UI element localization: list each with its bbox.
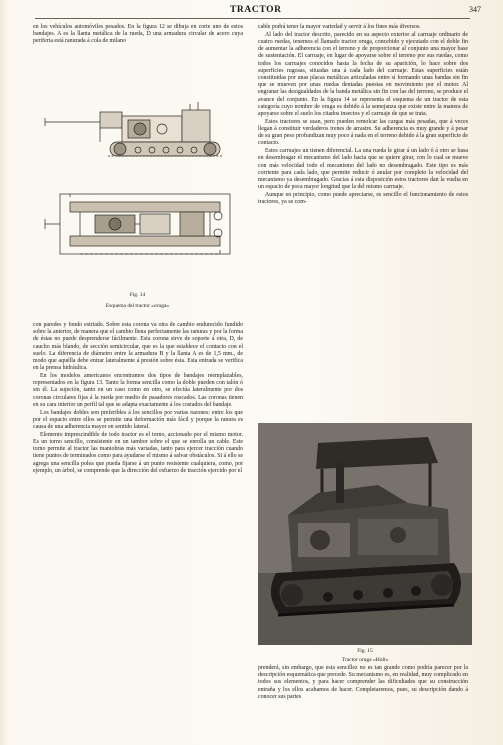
paragraph: cable podrá tener la mayor variedad y servir á los fines más diversos. [258, 24, 421, 30]
paragraph: en los vehículos automóviles pesados. En la figura 12 se dibuja en corte uno de estos bandajes. A es la llanta metálica de la rueda, D una armadura circular de acero cuya periferia está ranurada á cola de milano [33, 24, 243, 45]
right-column-top [258, 24, 468, 207]
paragraph: Estos carruajes un tienen diferencial. La una rueda le girar á un lado ó á otro se basa en desembragar el mecanismo del lado hacia que se quiere girar, con lo cual se mueve con más velocidad todo el mecanismo del lado no desembragado. Este tipo es más corriente para cada lado, que permite reducir ó anular por completo la velocidad del mecanismo ya desembragado. Gracias á esta disposición estos tractores dan la vuelta en un espacio de poca mayor longitud que la del mismo carruaje. [258, 148, 468, 191]
figure-14-caption: Esquema del tractor «oruga» [105, 303, 170, 309]
paragraph: Al lado del tractor descrito, parecido en su aspecto exterior al carruaje ordinario de cuatro ruedas, tenemos el llamado tractor oruga, concebido y ejecutado con el doble fin de aumentar la adherencia con el terreno y de proporcionar al conjunto una mayor base de sustentación. El carruaje, en lugar de apoyarse sobre el terreno por sus ruedas, como todos los carruajes conocidos hasta la fecha de su aparición, lo hace sobre dos superficies rugosas, situadas una á cada lado del carruaje. Estas superficies están constituidas por unas placas metálicas articuladas entre sí formando unas bandas sin fin que se mueven por unas ruedas dentadas puestas en movimiento por el motor. Al engranar las desigualdades de la banda metálica sin fin con las del terreno, se produce el avance del conjunto. En la figura 14 se representa el esquema de un tractor de esta categoría cuyo nombre de oruga es debido á la semejanza que existe entre la manera de apoyarse sobre el suelo los citados insectos y el carruaje de que se trata. [258, 31, 468, 118]
right-column-bottom [258, 665, 468, 702]
paragraph: prenderá, sin embargo, que esta sencillez no es tan grande como podría parecer por la descripción esquemática que precede. Su mecanismo es, en realidad, muy complicado en todos sus elementos, y para hacer comprender las dificultades que su construcción entraña y los ellos acabamos de hacer. Completaremos, pues, su descripción dando á conocer sus partes [258, 665, 468, 700]
figure-15 [258, 423, 472, 648]
page-number: 347 [469, 5, 481, 14]
figure-14 [40, 102, 240, 312]
paragraph: con paredes y fondo estriado. Sobre esta corona va otra de cambio endurecido fundido sobre la anterior, de manera que el cambio llena perfectamente las ranuras y por la forma de éstas no puede desprenderse fácilmente. Esta corona sirve de soporte á otra, D, de caucho más blando, de sección semicircular, que es la que establece el contacto con el suelo. La diferencia de diámetro entre la armadura B y la llanta A es de 1,5 mm., de modo que aquélla debe entrar lateralmente á presión sobre ésta. Esta entrada se verifica en la prensa hidráulica. [33, 322, 243, 372]
tractor-photograph [258, 423, 472, 645]
tractor-schematic-drawing [40, 102, 240, 292]
figure-15-caption: Tractor oruga «Holt» [341, 657, 389, 663]
paragraph: Elemento imprescindible de todo tractor es el torno, accionado por el mismo motor. Es un torno sencillo, consistente en un tambor sobre el que se enrolla un cable. Este torno permite al tractor las maniobras más variadas, tanto para ejercer tracción cuando tiene puntos de terminados como para ayudarse el mismo á salvar obstáculos. Si á ello se agrega una sencilla polea que pueda fijarse á un punto resistente cualquiera, como, por ejemplo, un árbol, se comprende que la dirección del esfuerzo de tracción ejercido por el [33, 431, 243, 474]
figure-15-label: Fig. 15 [357, 648, 373, 654]
paragraph: Estos tractores se usan, pero pueden remolcar las cargas más pesadas, que á veces llegan á constituir verdaderos trenes de arrastre. Su adherencia es muy grande y á pesar de su gran peso profundizan muy poco á nada en el terreno debido á la gran superficie de contacto. [258, 118, 468, 147]
holt-tractor-image [258, 423, 472, 645]
left-column-top [33, 24, 243, 46]
left-column-bottom [33, 322, 243, 476]
header-rule [35, 18, 470, 19]
paragraph: En los modelos americanos encontramos dos tipos de bandajes reemplazables, representados en la figura 13. Tanto la forma sencilla como la doble pueden con talón ó sin él. La sujeción, tanto en un caso como en otro, se efectúa lateralmente por dos coronas circulares fijas á la rueda por medio de pasadores roscados. Las coronas tienen en su cara interior un perfil tal que se adapta exactamente á los costados del bandaje. [33, 373, 243, 408]
running-header [0, 5, 503, 19]
page-title: TRACTOR [230, 5, 282, 15]
paragraph: Aunque en principio, como puede apreciarse, es sencillo el funcionamiento de estos tractores, ya se com- [258, 192, 468, 206]
figure-14-label: Fig. 14 [129, 292, 146, 298]
paragraph: Los bandajes dobles son preferibles á los sencillos por varias razones: entre los que por el espacio entre ellos se permite una deformación más fácil y porque la ranura es causa de una adherencia mayor en sentido lateral. [33, 409, 243, 431]
